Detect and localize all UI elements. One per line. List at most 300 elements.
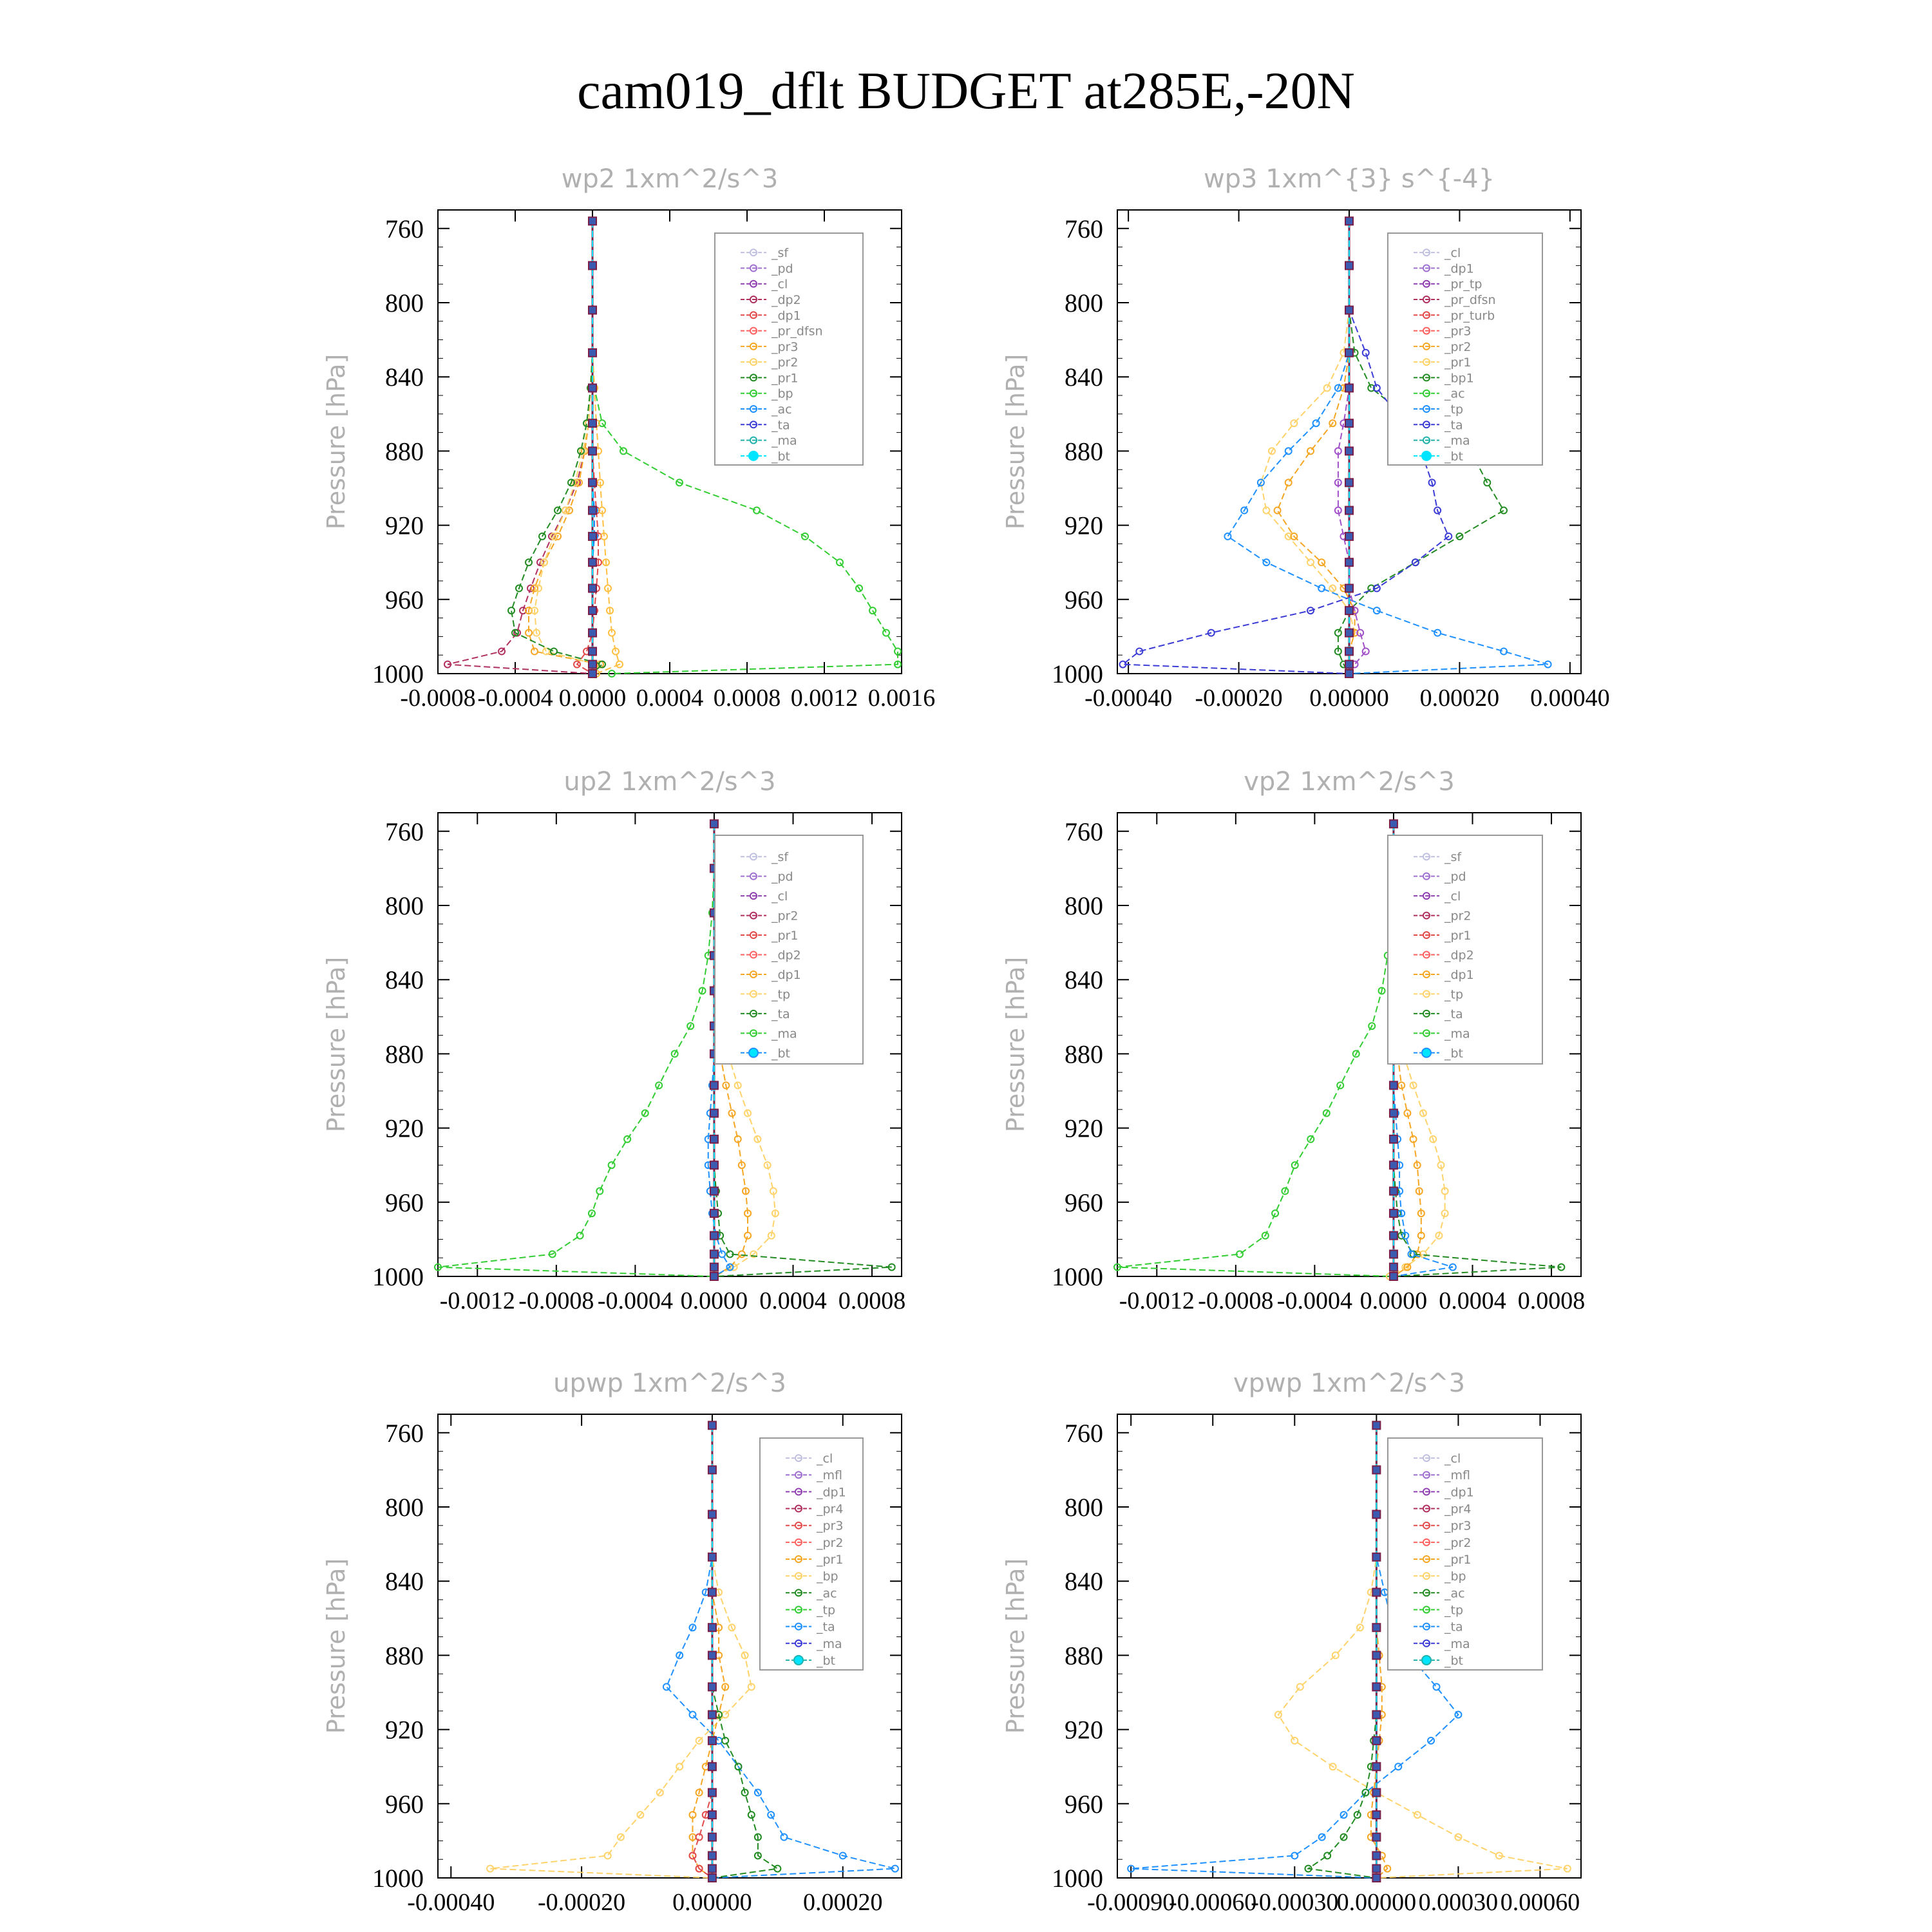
y-tick-label: 760 [385, 214, 424, 243]
zero-marker [1372, 1737, 1380, 1745]
legend-label: _dp1 [1444, 967, 1474, 982]
data-point [676, 1763, 683, 1770]
y-tick-label: 800 [385, 891, 424, 920]
zero-marker [708, 1421, 716, 1429]
y-tick-label: 1000 [372, 1864, 424, 1893]
legend-label: _bp1 [1444, 371, 1474, 386]
legend-label: _dp1 [1444, 261, 1474, 276]
zero-marker [1345, 261, 1353, 269]
data-point [1307, 559, 1314, 565]
legend-label: _bt [772, 1046, 791, 1061]
legend [1388, 233, 1542, 465]
legend-label: _pr2 [772, 355, 799, 370]
y-tick-label: 760 [1065, 817, 1103, 846]
panel-title: upwp 1xm^2/s^3 [553, 1368, 786, 1398]
legend-box [760, 1438, 863, 1670]
x-tick-label: 0.00000 [672, 1889, 752, 1916]
legend-label: _cl [772, 889, 788, 904]
data-point [837, 559, 843, 565]
chart-panel [322, 1368, 902, 1916]
zero-marker [1390, 1264, 1397, 1271]
zero-marker [708, 1466, 716, 1473]
legend-label: _ma [817, 1636, 842, 1651]
x-tick-label: 0.0008 [713, 685, 781, 712]
legend-label: _sf [772, 246, 789, 261]
y-tick-label: 960 [385, 1789, 424, 1819]
y-tick-label: 760 [1065, 1418, 1103, 1448]
x-tick-label: -0.0012 [1119, 1287, 1195, 1314]
zero-marker [1345, 307, 1353, 314]
legend-label: _ma [1444, 1027, 1470, 1041]
x-tick-label: -0.0008 [1198, 1287, 1274, 1314]
y-tick-label: 760 [385, 1418, 424, 1448]
data-point [1363, 648, 1369, 654]
legend-label: _ta [1444, 1620, 1463, 1634]
data-point [1434, 1683, 1440, 1690]
x-tick-label: -0.0008 [518, 1287, 594, 1314]
zero-marker [1345, 384, 1353, 392]
zero-marker [1390, 1273, 1397, 1280]
chart-panel [322, 164, 935, 712]
y-tick-label: 1000 [1052, 659, 1103, 688]
data-point [744, 1233, 751, 1239]
zero-marker [1372, 1865, 1380, 1873]
data-point [1224, 533, 1231, 540]
x-tick-label: -0.00060 [1169, 1889, 1257, 1916]
zero-marker [1372, 1811, 1380, 1819]
zero-marker [1390, 1110, 1397, 1117]
x-tick-label: 0.0016 [867, 685, 936, 712]
zero-marker [708, 1683, 716, 1690]
figure-title: cam019_dflt BUDGET at285E,-20N [577, 61, 1355, 120]
data-point [722, 1712, 728, 1718]
y-tick-label: 880 [385, 1039, 424, 1069]
zero-marker [710, 1250, 718, 1258]
zero-marker [1345, 217, 1353, 225]
x-tick-label: 0.0004 [759, 1287, 827, 1314]
y-tick-label: 760 [1065, 214, 1103, 243]
zero-marker [710, 1110, 718, 1117]
zero-marker [1372, 1874, 1380, 1882]
legend-label: _bt [772, 449, 791, 464]
legend-label: _tp [817, 1603, 836, 1618]
zero-marker [708, 1852, 716, 1859]
legend-label: _ac [772, 402, 792, 417]
data-point [1291, 420, 1297, 426]
legend-label: _ac [1444, 1586, 1465, 1601]
zero-marker [589, 261, 596, 269]
zero-marker [589, 607, 596, 614]
chart-panel [322, 767, 905, 1314]
zero-marker [589, 349, 596, 357]
x-tick-label: -0.0008 [400, 685, 476, 712]
zero-marker [1372, 1466, 1380, 1473]
y-tick-label: 920 [1065, 511, 1103, 540]
zero-marker [1372, 1624, 1380, 1631]
y-tick-label: 920 [1065, 1113, 1103, 1143]
data-point [748, 1812, 755, 1818]
legend-label: _pr3 [817, 1519, 844, 1533]
data-point [1285, 448, 1292, 454]
legend [715, 233, 863, 465]
zero-marker [1372, 1789, 1380, 1797]
zero-marker [1390, 1161, 1397, 1169]
legend-label: _ma [772, 433, 797, 448]
zero-marker [589, 585, 596, 592]
y-axis-label: Pressure [hPa] [322, 956, 350, 1133]
panels [322, 164, 1610, 1916]
y-tick-label: 920 [385, 1715, 424, 1745]
data-point [1335, 630, 1341, 636]
data-point [1332, 1652, 1339, 1658]
zero-marker [708, 1833, 716, 1841]
data-point [739, 1251, 745, 1257]
legend-label: _mfl [817, 1468, 842, 1483]
legend-label: _pr1 [817, 1553, 844, 1567]
data-point [1307, 448, 1314, 454]
legend-label: _ma [1444, 1636, 1470, 1651]
zero-marker [589, 533, 596, 540]
legend-marker [749, 1048, 758, 1057]
legend-label: _pd [772, 261, 793, 276]
y-tick-label: 800 [1065, 1493, 1103, 1522]
zero-marker [1345, 670, 1353, 677]
legend-label: _bt [1444, 1653, 1464, 1668]
y-tick-label: 920 [385, 511, 424, 540]
data-point [596, 1188, 603, 1195]
y-tick-label: 840 [385, 1567, 424, 1596]
zero-marker [710, 1264, 718, 1271]
y-tick-label: 840 [1065, 1567, 1103, 1596]
legend-label: _pr2 [817, 1535, 844, 1550]
x-tick-label: -0.00040 [407, 1889, 495, 1916]
y-tick-label: 880 [1065, 1039, 1103, 1069]
y-tick-label: 960 [385, 585, 424, 614]
zero-marker [710, 1209, 718, 1217]
legend-label: _pr2 [1444, 339, 1472, 354]
x-tick-label: -0.0004 [597, 1287, 673, 1314]
data-point [753, 507, 760, 514]
y-tick-label: 1000 [1052, 1262, 1103, 1291]
legend-label: _pr4 [1444, 1502, 1472, 1517]
zero-marker [1345, 585, 1353, 592]
legend-label: _dp1 [1444, 1485, 1474, 1500]
zero-marker [1390, 820, 1397, 828]
legend-label: _ma [1444, 433, 1470, 448]
legend-label: _cl [1444, 1452, 1461, 1466]
data-point [663, 1683, 670, 1690]
legend-label: _ta [772, 1007, 790, 1021]
x-tick-label: 0.00000 [1336, 1889, 1417, 1916]
zero-marker [708, 1763, 716, 1770]
x-tick-label: 0.0008 [1517, 1287, 1586, 1314]
zero-marker [1390, 1232, 1397, 1240]
zero-marker [708, 1624, 716, 1631]
zero-marker [1372, 1711, 1380, 1719]
data-point [1434, 630, 1441, 636]
y-tick-label: 880 [1065, 437, 1103, 466]
zero-marker [1345, 629, 1353, 637]
x-tick-label: 0.00020 [802, 1889, 883, 1916]
chart-panel [1001, 164, 1610, 712]
x-tick-label: 0.0012 [790, 685, 858, 712]
data-point [1285, 479, 1292, 486]
zero-marker [1372, 1651, 1380, 1659]
data-point [531, 648, 538, 654]
legend-label: _ta [772, 418, 790, 433]
zero-marker [708, 1651, 716, 1659]
series-line [1261, 221, 1355, 674]
zero-marker [589, 558, 596, 566]
legend-label: _pd [772, 869, 793, 884]
zero-marker [710, 1081, 718, 1089]
zero-marker [1390, 1250, 1397, 1258]
data-point [781, 1834, 787, 1841]
legend-marker [1422, 1048, 1431, 1057]
legend-label: _pr_tp [1444, 277, 1482, 292]
x-tick-label: 0.0008 [838, 1287, 906, 1314]
zero-marker [708, 1737, 716, 1745]
zero-marker [1345, 661, 1353, 668]
series-line [535, 221, 596, 674]
legend-label: _ma [772, 1027, 797, 1041]
legend-label: _tp [1444, 1603, 1464, 1618]
zero-marker [589, 661, 596, 668]
zero-marker [708, 1711, 716, 1719]
legend-label: _bp [817, 1569, 838, 1584]
legend-label: _pr1 [1444, 355, 1472, 370]
y-tick-label: 1000 [1052, 1864, 1103, 1893]
zero-marker [708, 1553, 716, 1561]
zero-marker [589, 507, 596, 515]
zero-marker [710, 1161, 718, 1169]
x-tick-label: -0.0004 [477, 685, 553, 712]
zero-marker [589, 629, 596, 637]
zero-marker [710, 820, 718, 828]
zero-marker [1390, 1188, 1397, 1195]
y-tick-label: 840 [1065, 965, 1103, 995]
legend-label: _cl [772, 277, 788, 292]
x-tick-label: 0.0004 [636, 685, 704, 712]
zero-marker [1390, 1081, 1397, 1089]
legend-label: _ta [1444, 418, 1463, 433]
zero-marker [1345, 558, 1353, 566]
zero-marker [1345, 647, 1353, 655]
legend-label: _pr3 [772, 339, 799, 354]
y-tick-label: 800 [1065, 289, 1103, 317]
x-tick-label: -0.0004 [1276, 1287, 1352, 1314]
data-point [774, 1866, 781, 1872]
data-point [1363, 350, 1369, 356]
x-tick-label: 0.00060 [1500, 1889, 1580, 1916]
data-point [1318, 585, 1325, 592]
zero-marker [708, 1511, 716, 1519]
legend-label: _bp [772, 386, 793, 401]
data-point [1297, 1683, 1303, 1690]
data-point [1324, 384, 1331, 391]
x-tick-label: 0.00030 [1418, 1889, 1499, 1916]
y-tick-label: 800 [1065, 891, 1103, 920]
y-tick-label: 920 [1065, 1715, 1103, 1745]
legend-label: _bp [1444, 1569, 1466, 1584]
legend-label: _pr4 [817, 1502, 844, 1517]
zero-marker [589, 307, 596, 314]
legend-label: _bt [1444, 449, 1464, 464]
legend-label: _pr1 [1444, 929, 1472, 943]
legend-label: _cl [1444, 246, 1461, 261]
zero-marker [708, 1874, 716, 1882]
y-tick-label: 960 [385, 1188, 424, 1217]
y-tick-label: 1000 [372, 659, 424, 688]
data-point [577, 1233, 583, 1239]
panel-title: vp2 1xm^2/s^3 [1244, 767, 1455, 797]
legend-label: _pr1 [772, 371, 799, 386]
panel-title: wp2 1xm^2/s^3 [561, 164, 779, 194]
x-tick-label: 0.00040 [1530, 685, 1610, 712]
legend [1388, 1438, 1542, 1670]
x-tick-label: 0.0000 [680, 1287, 748, 1314]
legend-label: _ac [1444, 386, 1465, 401]
x-tick-label: 0.0000 [558, 685, 627, 712]
zero-marker [1372, 1511, 1380, 1519]
x-tick-label: -0.0012 [439, 1287, 515, 1314]
zero-marker [1372, 1553, 1380, 1561]
y-tick-label: 840 [1065, 363, 1103, 392]
legend-label: _bt [1444, 1046, 1464, 1061]
legend-label: _pr1 [772, 929, 799, 943]
zero-marker [708, 1811, 716, 1819]
legend-label: _ta [1444, 1007, 1463, 1021]
y-tick-label: 880 [1065, 1641, 1103, 1671]
zero-marker [589, 384, 596, 392]
legend-label: _pr2 [1444, 1535, 1472, 1550]
legend-label: _pr3 [1444, 324, 1472, 339]
data-point [689, 1712, 696, 1718]
y-tick-label: 920 [385, 1113, 424, 1143]
y-tick-label: 800 [385, 1493, 424, 1522]
legend-marker [1422, 1656, 1431, 1665]
legend-label: _pr3 [1444, 1519, 1472, 1533]
x-tick-label: 0.00020 [1419, 685, 1500, 712]
zero-marker [710, 1232, 718, 1240]
y-tick-label: 760 [385, 817, 424, 846]
zero-marker [1345, 478, 1353, 486]
legend-marker [749, 451, 758, 460]
chart-panel [1001, 1368, 1581, 1916]
legend-label: _pr2 [772, 909, 799, 923]
zero-marker [589, 647, 596, 655]
y-tick-label: 880 [385, 437, 424, 466]
chart-panel [1001, 767, 1585, 1314]
data-point [605, 1852, 611, 1859]
legend-label: _ta [817, 1620, 835, 1634]
legend-label: _mfl [1444, 1468, 1470, 1483]
data-point [1291, 1738, 1298, 1744]
zero-marker [1345, 419, 1353, 427]
y-axis-label: Pressure [hPa] [1001, 956, 1030, 1133]
y-tick-label: 1000 [372, 1262, 424, 1291]
y-tick-label: 960 [1065, 585, 1103, 614]
data-point [1313, 420, 1320, 426]
legend-marker [794, 1656, 803, 1665]
panel-title: up2 1xm^2/s^3 [564, 767, 776, 797]
y-tick-label: 840 [385, 363, 424, 392]
x-tick-label: -0.00020 [538, 1889, 626, 1916]
data-point [1501, 507, 1507, 514]
zero-marker [708, 1865, 716, 1873]
legend-marker [1422, 451, 1431, 460]
legend [1388, 835, 1542, 1064]
zero-marker [589, 670, 596, 677]
x-tick-label: 0.0004 [1439, 1287, 1506, 1314]
series-line [438, 824, 714, 1276]
zero-marker [1372, 1763, 1380, 1770]
y-tick-label: 840 [385, 965, 424, 995]
legend-label: _cl [1444, 889, 1461, 904]
zero-marker [1372, 1683, 1380, 1690]
zero-marker [1345, 349, 1353, 357]
legend-label: _pr_dfsn [1444, 293, 1496, 307]
data-point [719, 1251, 725, 1257]
x-tick-label: -0.00030 [1251, 1889, 1339, 1916]
zero-marker [1345, 607, 1353, 614]
y-axis-label: Pressure [hPa] [322, 1558, 350, 1734]
x-tick-label: -0.00040 [1084, 685, 1173, 712]
series-line [448, 221, 592, 674]
zero-marker [708, 1588, 716, 1596]
legend-label: _bt [817, 1653, 836, 1668]
zero-marker [708, 1789, 716, 1797]
zero-marker [589, 447, 596, 455]
zero-marker [1345, 447, 1353, 455]
x-tick-label: -0.00020 [1195, 685, 1283, 712]
series-line [1309, 1425, 1377, 1878]
data-point [1374, 607, 1380, 614]
legend-label: _sf [772, 850, 789, 865]
legend-label: _tp [1444, 987, 1464, 1002]
zero-marker [589, 217, 596, 225]
zero-marker [1345, 507, 1353, 515]
panel-title: wp3 1xm^{3} s^{-4} [1203, 164, 1495, 194]
y-tick-label: 880 [385, 1641, 424, 1671]
data-point [526, 559, 532, 565]
y-tick-label: 800 [385, 289, 424, 317]
legend-label: _pr_dfsn [772, 324, 823, 339]
legend-label: _pr_turb [1444, 308, 1495, 323]
y-axis-label: Pressure [hPa] [1001, 1558, 1030, 1734]
zero-marker [589, 478, 596, 486]
data-point [1274, 507, 1281, 514]
x-tick-label: 0.00000 [1309, 685, 1389, 712]
legend-label: _dp1 [772, 967, 801, 982]
zero-marker [1345, 533, 1353, 540]
zero-marker [710, 1135, 718, 1143]
legend-label: _tp [772, 987, 791, 1002]
legend-label: _pr2 [1444, 909, 1472, 923]
x-tick-label: 0.0000 [1359, 1287, 1428, 1314]
panel-title: vpwp 1xm^2/s^3 [1233, 1368, 1466, 1398]
legend-label: _dp2 [1444, 948, 1474, 963]
legend-label: _dp1 [772, 308, 801, 323]
data-point [609, 1162, 615, 1168]
legend-label: _pd [1444, 869, 1466, 884]
legend-label: _sf [1444, 850, 1462, 865]
legend-label: _tp [1444, 402, 1464, 417]
zero-marker [589, 419, 596, 427]
legend-label: _dp1 [817, 1485, 846, 1500]
zero-marker [1372, 1421, 1380, 1429]
zero-marker [710, 1273, 718, 1280]
